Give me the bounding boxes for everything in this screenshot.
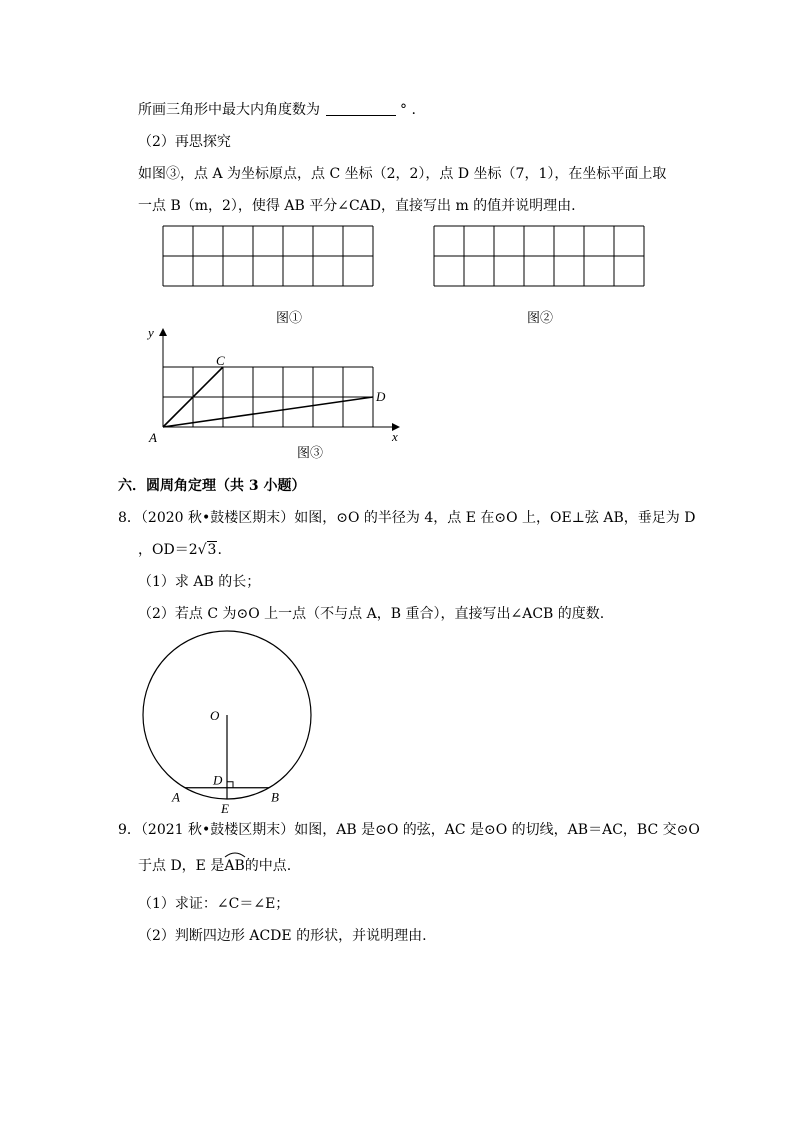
q8-line-2 bbox=[138, 540, 222, 560]
segment-AD bbox=[163, 397, 373, 427]
x-axis-label: x bbox=[392, 429, 398, 444]
degree-symbol: ° bbox=[400, 102, 407, 118]
q7-line-max-angle bbox=[138, 100, 416, 120]
point-O-label: O bbox=[210, 708, 220, 723]
answer-blank[interactable] bbox=[326, 101, 396, 116]
point-D-label: D bbox=[376, 389, 386, 404]
point-C-label: C bbox=[216, 353, 225, 368]
figure-1-grid bbox=[162, 225, 375, 288]
point-D-label: D bbox=[213, 772, 223, 788]
q8-sub-question-2: （2）若点 C 为⊙O 上一点（不与点 A，B 重合），直接写出∠ACB 的度数. bbox=[138, 606, 605, 622]
radical-sign: √ bbox=[197, 542, 207, 558]
radicand: 3 bbox=[207, 542, 217, 558]
q9-line-2 bbox=[138, 856, 291, 876]
arc-label: AB bbox=[224, 858, 245, 874]
q9-sub-question-1: （1）求证：∠C＝∠E； bbox=[138, 896, 290, 912]
q8-sub-question-1: （1）求 AB 的长； bbox=[138, 574, 261, 590]
point-A-label: A bbox=[171, 789, 180, 805]
point-E-label: E bbox=[221, 801, 229, 816]
point-A-label: A bbox=[149, 430, 157, 445]
q8-circle-figure bbox=[135, 628, 325, 818]
figure-1-caption: 图① bbox=[276, 311, 303, 326]
y-axis-label: y bbox=[148, 325, 154, 340]
section-6-heading: 六．圆周角定理（共 3 小题） bbox=[118, 478, 306, 494]
q9-line-1: 9．（2021 秋•鼓楼区期末）如图，AB 是⊙O 的弦，AC 是⊙O 的切线，AB＝AC，BC 交⊙O bbox=[118, 822, 700, 838]
q9-sub-question-2: （2）判断四边形 ACDE 的形状，并说明理由. bbox=[138, 928, 427, 944]
q7-para-1: 如图③，点 A 为坐标原点，点 C 坐标（2，2），点 D 坐标（7，1），在坐标平面上取 bbox=[138, 166, 667, 182]
figure-3-coordinate bbox=[140, 320, 410, 470]
q7-part2-label: （2）再思探究 bbox=[138, 134, 231, 150]
period: . bbox=[411, 102, 416, 118]
q9-point-d-text: 于点 D，E 是 bbox=[138, 858, 225, 874]
figure-2-caption: 图② bbox=[527, 311, 554, 326]
q9-midpoint-text: 的中点. bbox=[244, 858, 292, 874]
figure-2-grid bbox=[433, 225, 646, 288]
right-angle-mark bbox=[227, 782, 233, 788]
figure-3-caption: 图③ bbox=[297, 445, 324, 460]
q8-line-1: 8．（2020 秋•鼓楼区期末）如图，⊙O 的半径为 4，点 E 在⊙O 上，OE⊥弦 AB，垂足为 D bbox=[118, 510, 696, 526]
q7-max-angle-text: 所画三角形中最大内角度数为 bbox=[138, 102, 320, 118]
q8-od-text: ，OD＝2 bbox=[138, 542, 198, 558]
arc-mark-icon bbox=[224, 850, 246, 858]
q7-para-2: 一点 B（m，2），使得 AB 平分∠CAD，直接写出 m 的值并说明理由. bbox=[138, 198, 576, 214]
period: . bbox=[217, 542, 222, 558]
arc-AB bbox=[224, 856, 244, 876]
point-B-label: B bbox=[271, 789, 279, 805]
sqrt-expression bbox=[198, 540, 218, 560]
